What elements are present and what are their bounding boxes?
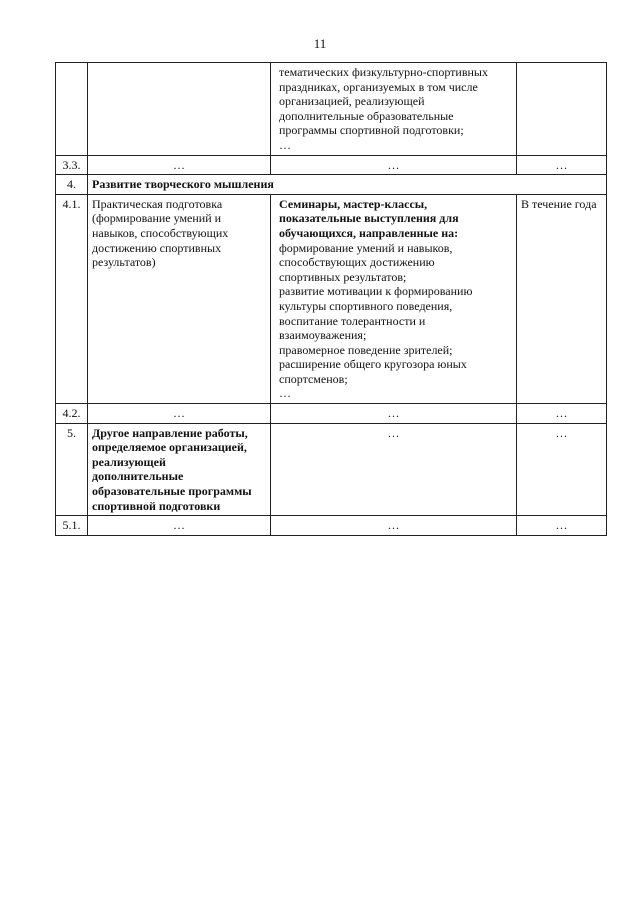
event-content-cell: …: [271, 423, 517, 516]
table-row: [56, 194, 607, 403]
row-number: 3.3.: [56, 155, 88, 175]
event-content-cell: …: [271, 516, 517, 536]
event-content-cell: [271, 63, 517, 156]
type-line: достижению спортивных: [92, 240, 222, 255]
content-line: спортсменов;: [279, 371, 348, 386]
event-type-cell: …: [88, 404, 271, 424]
content-line: спортивных результатов;: [279, 269, 407, 284]
content-line: развитие мотивации к формированию: [279, 284, 473, 299]
section-title: Развитие творческого мышления: [88, 175, 607, 195]
section-title-line: определяемое организацией,: [92, 440, 247, 455]
type-line: навыков, способствующих: [92, 225, 229, 240]
row-number: 5.1.: [56, 516, 88, 536]
content-line: …: [279, 386, 291, 401]
event-type-cell: [88, 194, 271, 403]
event-content-cell: …: [271, 404, 517, 424]
event-type-cell: …: [88, 516, 271, 536]
row-number: 4.1.: [56, 194, 88, 403]
section-row: [56, 423, 607, 516]
row-number: [56, 63, 88, 156]
type-line: результатов): [92, 255, 156, 270]
table-row: [56, 404, 607, 424]
event-type-cell: …: [88, 155, 271, 175]
section-title-line: Другое направление работы,: [92, 425, 248, 440]
section-row: [56, 175, 607, 195]
content-line: культуры спортивного поведения,: [279, 298, 453, 313]
deadline-cell: В течение года: [517, 194, 607, 403]
content-line: …: [279, 137, 291, 152]
section-title-line: спортивной подготовки: [92, 498, 221, 513]
content-line: тематических физкультурно-спортивных: [279, 65, 488, 79]
event-type-cell: [88, 63, 271, 156]
page-number: 11: [313, 36, 327, 51]
type-line: Практическая подготовка: [92, 196, 223, 211]
content-line: формирование умений и навыков,: [279, 240, 453, 255]
content-line: дополнительные образовательные: [279, 108, 454, 123]
table-row: [56, 63, 607, 156]
content-line: способствующих достижению: [279, 255, 435, 270]
deadline-cell: …: [517, 155, 607, 175]
event-content-cell: [271, 194, 517, 403]
deadline-cell: …: [517, 516, 607, 536]
section-title-line: дополнительные: [92, 469, 184, 484]
content-line: воспитание толерантности и: [279, 313, 426, 328]
event-content-cell: …: [271, 155, 517, 175]
table-row: [56, 516, 607, 536]
table-row: [56, 155, 607, 175]
content-line: расширение общего кругозора юных: [279, 357, 467, 372]
content-heading-line: показательные выступления для: [279, 211, 459, 226]
content-line: организацией, реализующей: [279, 94, 425, 109]
row-number: 4.2.: [56, 404, 88, 424]
section-title-line: реализующей: [92, 454, 166, 469]
type-line: (формирование умений и: [92, 211, 222, 226]
content-heading-line: обучающихся, направленные на:: [279, 225, 459, 240]
deadline-cell: [517, 63, 607, 156]
section-title-line: образовательные программы: [92, 484, 252, 499]
deadline-cell: …: [517, 404, 607, 424]
content-line: взаимоуважения;: [279, 328, 367, 343]
content-heading-line: Семинары, мастер-классы,: [279, 196, 428, 211]
content-line: правомерное поведение зрителей;: [279, 342, 453, 357]
plan-table: [55, 62, 607, 536]
section-title: [88, 423, 271, 516]
section-number: 4.: [56, 175, 88, 195]
content-line: программы спортивной подготовки;: [279, 123, 464, 138]
section-number: 5.: [56, 423, 88, 516]
deadline-cell: …: [517, 423, 607, 516]
content-line: праздниках, организуемых в том числе: [279, 79, 478, 94]
